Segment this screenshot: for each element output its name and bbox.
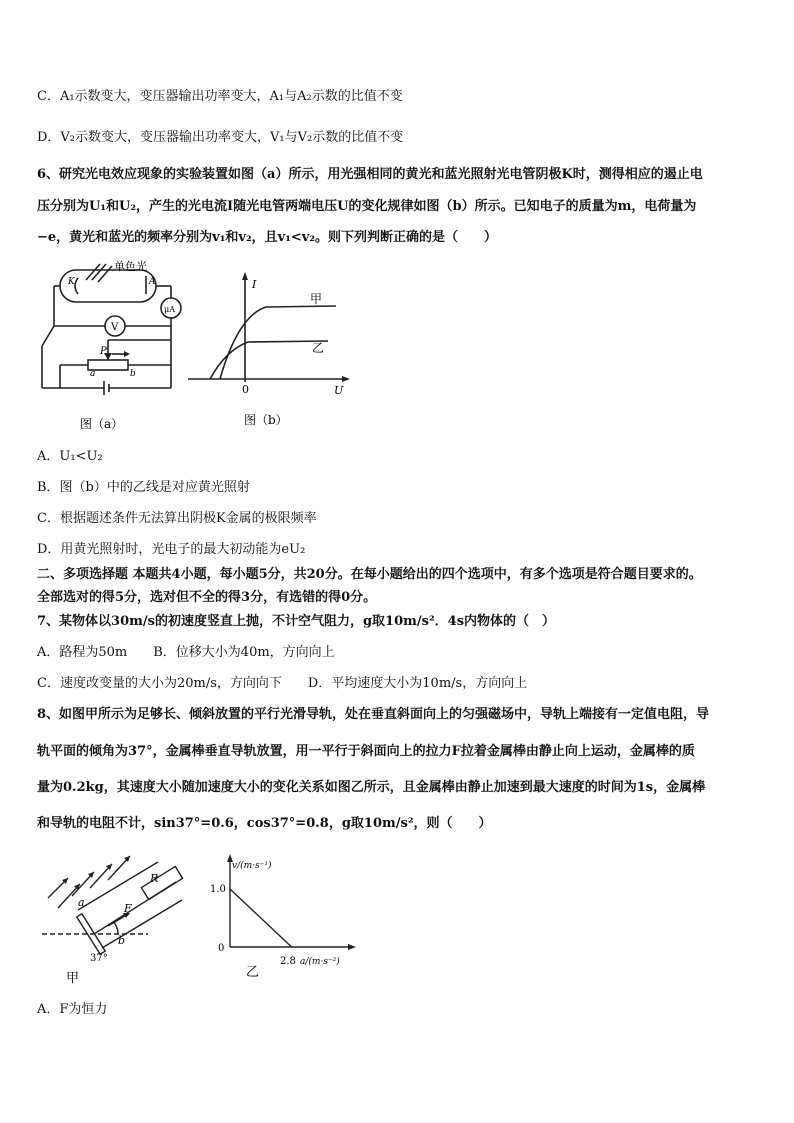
light-ray [86, 264, 100, 280]
i-axis-label: I [252, 278, 257, 291]
u-axis-label: U [334, 384, 344, 397]
figure-a-caption: 图（a） [80, 417, 124, 431]
q8-figure-yi-va-graph [210, 854, 370, 984]
q7-options-ab: A．路程为50m B．位移大小为40m，方向向上 [37, 645, 335, 660]
q8-stem-line3: 量为0.2kg，其速度大小随加速度大小的变化关系如图乙所示，且金属棒由静止加速到最大速度的时间为1s，金属棒 [37, 780, 706, 795]
q8-figure-jia-rails [38, 848, 198, 988]
q7-options-cd: C．速度改变量的大小为20m/s，方向向下 D．平均速度大小为10m/s，方向向上 [37, 676, 528, 691]
angle-arc [114, 922, 118, 934]
y-tick-label: 1.0 [210, 884, 226, 895]
y-axis-label: v/(m·s⁻¹) [232, 861, 272, 871]
q7-stem: 7、某物体以30m/s的初速度竖直上抛，不计空气阻力，g取10m/s²．4s内物体的（ ） [37, 614, 556, 629]
k-label: K [68, 277, 75, 287]
curve-yi-label: 乙 [312, 341, 325, 355]
q6-figure-a-circuit [38, 260, 188, 435]
resistor-r [141, 866, 182, 899]
curve-jia-label: 甲 [310, 292, 323, 306]
figure-jia-caption: 甲 [66, 971, 80, 986]
origin-label: 0 [218, 943, 225, 954]
q6-figure-b-iu-graph [186, 270, 356, 435]
q5-option-d: D．V₂示数变大，变压器输出功率变大，V₁与V₂示数的比值不变 [37, 130, 404, 145]
figure-b-caption: 图（b） [244, 413, 288, 427]
curve-yi [210, 341, 328, 379]
section2-line1: 二、多项选择题 本题共4小题，每小题5分，共20分。在每小题给出的四个选项中，有多个选项是符合题目要求的。 [37, 567, 702, 582]
q8-option-a: A．F为恒力 [37, 1002, 108, 1017]
angle-label: 37° [90, 953, 108, 964]
rod-b-label: b [118, 934, 126, 947]
q8-stem-line2: 轨平面的倾角为37°，金属棒垂直导轨放置，用一平行于斜面向上的拉力F拉着金属棒由静止向上运动，金属棒的质 [37, 744, 695, 759]
slider-p-label: P [100, 346, 107, 357]
x-tick-label: 2.8 [280, 956, 296, 967]
light-ray [98, 266, 112, 282]
q6-option-a: A．U₁<U₂ [37, 449, 103, 464]
light-label: 单色光 [114, 260, 147, 273]
q6-stem-line3: −e，黄光和蓝光的频率分别为v₁和v₂，且v₁<v₂。则下列判断正确的是（ ） [37, 230, 498, 245]
q8-stem-line1: 8、如图甲所示为足够长、倾斜放置的平行光滑导轨，处在垂直斜面向上的匀强磁场中，导轨上端接有一定值电阻，导 [37, 707, 710, 722]
q6-option-c: C．根据题述条件无法算出阴极K金属的极限频率 [37, 511, 317, 526]
cathode-k [75, 278, 78, 294]
voltmeter-label: V [111, 322, 119, 333]
a-label: A [149, 277, 156, 287]
rheostat-a-label: a [90, 369, 96, 379]
ammeter-label: μA [164, 305, 175, 314]
q8-stem-line4: 和导轨的电阻不计，sin37°=0.6，cos37°=0.8，g取10m/s²，则（ ） [37, 816, 492, 831]
rail-lower [102, 900, 182, 948]
force-f-label: F [124, 902, 132, 915]
q6-stem-line1: 6、研究光电效应现象的实验装置如图（a）所示，用光强相同的黄光和蓝光照射光电管阴极K时，测得相应的遏止电 [37, 167, 703, 182]
x-axis-label: a/(m·s⁻²) [300, 957, 340, 967]
light-ray [92, 264, 106, 280]
origin-label: 0 [242, 383, 249, 396]
va-line [230, 889, 292, 947]
q6-option-d: D．用黄光照射时，光电子的最大初动能为eU₂ [37, 542, 306, 557]
rod-a-label: a [78, 896, 85, 909]
q6-option-b: B．图（b）中的乙线是对应黄光照射 [37, 480, 250, 495]
q5-option-c: C．A₁示数变大，变压器输出功率变大，A₁与A₂示数的比值不变 [37, 89, 403, 104]
section2-line2: 全部选对的得5分，选对但不全的得3分，有选错的得0分。 [37, 590, 377, 605]
q6-stem-line2: 压分别为U₁和U₂，产生的光电流I随光电管两端电压U的变化规律如图（b）所示。已知电子的质量为m，电荷量为 [37, 199, 697, 214]
rheostat-b-label: b [130, 369, 136, 379]
figure-yi-caption: 乙 [246, 965, 260, 980]
r-label: R [150, 872, 159, 885]
